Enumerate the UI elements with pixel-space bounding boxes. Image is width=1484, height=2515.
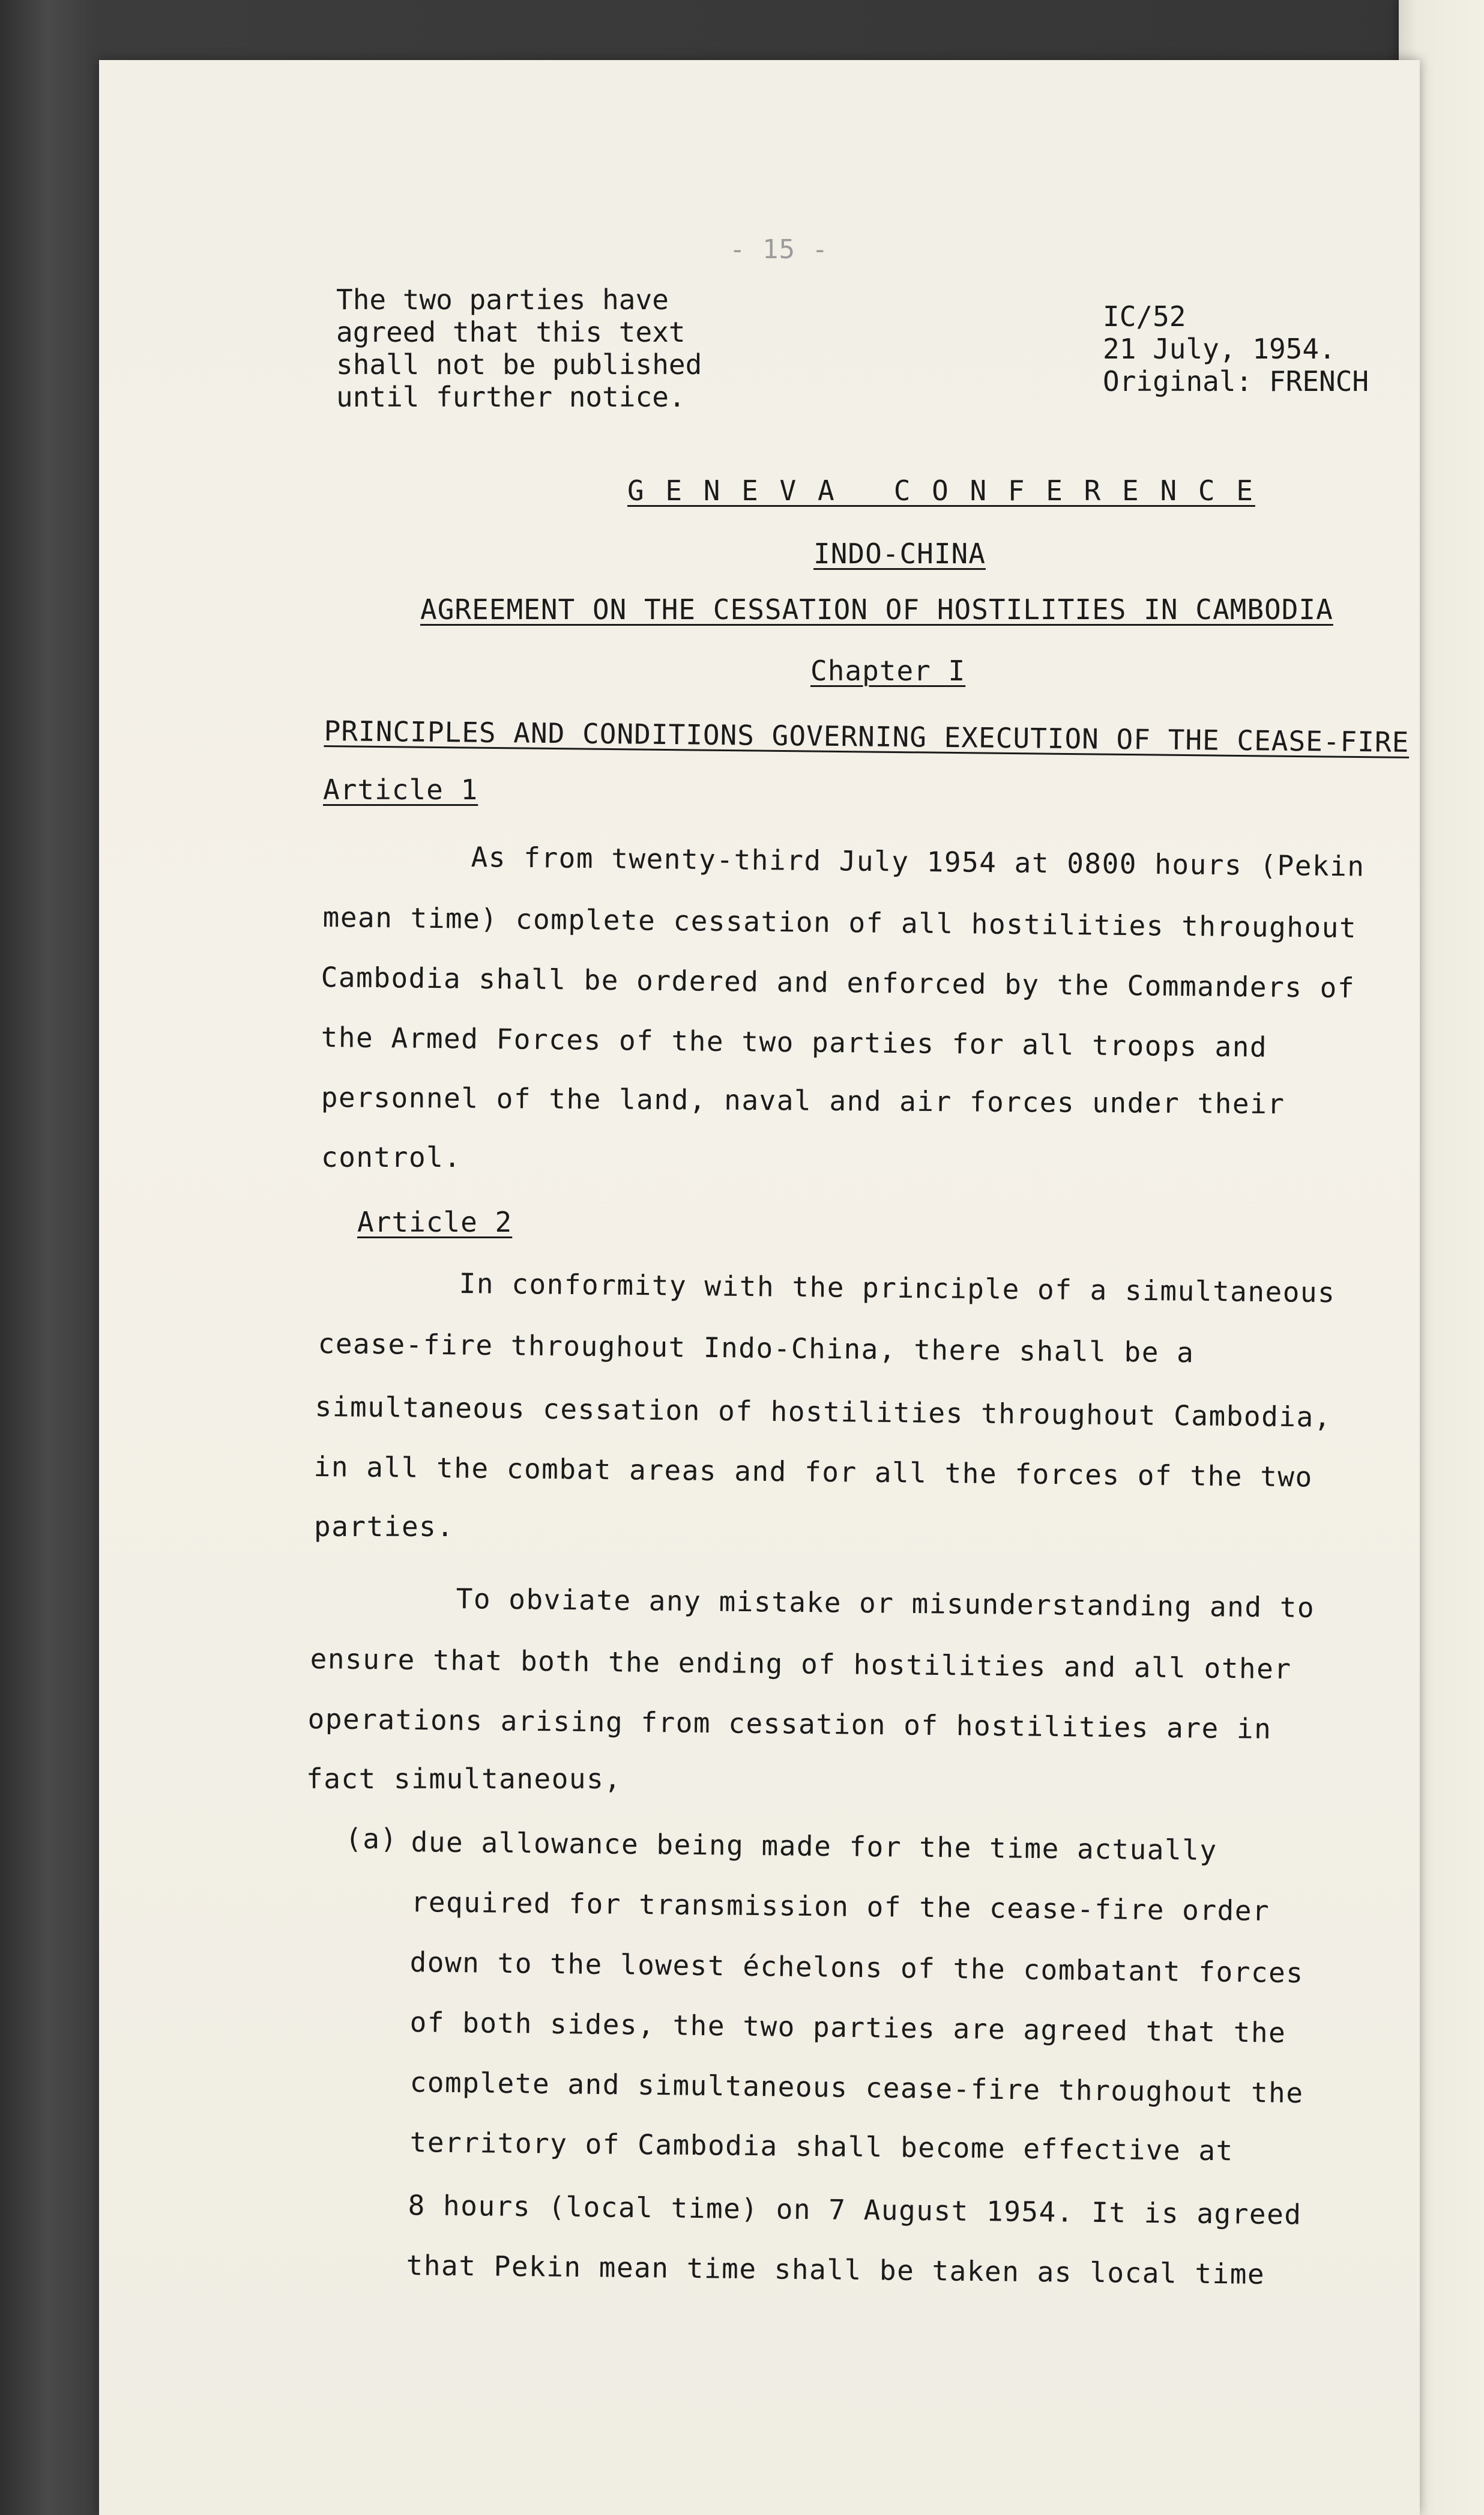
article-1-line: the Armed Forces of the two parties for all troops and [321,1021,1268,1064]
subject-heading: INDO-CHINA [813,537,986,570]
restriction-note-line: shall not be published [336,348,702,381]
restriction-note-line: agreed that this text [336,316,686,348]
item-a-line: required for transmission of the cease-fire order [411,1886,1270,1927]
article-2-line: simultaneous cessation of hostilities throughout Cambodia, [315,1390,1332,1433]
agreement-title: AGREEMENT ON THE CESSATION OF HOSTILITIES IN CAMBODIA [420,593,1333,626]
conference-heading: G E N E V A C O N F E R E N C E [627,474,1255,507]
article-2-line: To obviate any mistake or misunderstanding and to [456,1582,1315,1624]
bleed-through-text [711,300,952,324]
article-1-line: control. [321,1141,462,1173]
article-2-line: fact simultaneous, [306,1763,622,1795]
article-1-line: Cambodia shall be ordered and enforced by the Commanders of [321,961,1356,1005]
restriction-note [336,283,702,413]
article-2-line: In conformity with the principle of a simultaneous [459,1267,1336,1309]
page-number: - 15 - [729,234,828,265]
article-2-line: operations arising from cessation of hostilities are in [307,1702,1272,1745]
document-page [99,60,1420,2515]
article-2-line: ensure that both the ending of hostilities and all other [310,1642,1292,1686]
item-a-line: 8 hours (local time) on 7 August 1954. It is agreed [408,2189,1302,2231]
item-a-label: (a) [345,1823,398,1855]
article-2-heading: Article 2 [357,1206,513,1238]
chapter-title: PRINCIPLES AND CONDITIONS GOVERNING EXECUTION OF THE CEASE-FIRE [324,715,1410,758]
chapter-heading: Chapter I [810,655,966,687]
article-1-heading: Article 1 [323,773,478,806]
document-code: IC/52 [1103,300,1186,333]
restriction-note-line: The two parties have [336,283,669,316]
document-date: 21 July, 1954. [1103,333,1336,365]
item-a-line: territory of Cambodia shall become effective at [409,2126,1234,2167]
original-language: Original: FRENCH [1103,365,1369,398]
item-a-line: of both sides, the two parties are agreed that the [409,2006,1286,2049]
item-a-line: that Pekin mean time shall be taken as local time [406,2249,1265,2290]
article-2-line: parties. [314,1510,454,1543]
item-a-line: due allowance being made for the time actually [411,1826,1217,1867]
item-a-line: down to the lowest échelons of the combatant forces [409,1946,1304,1990]
article-2-line: cease-fire throughout Indo-China, there shall be a [318,1327,1195,1369]
item-a-line: complete and simultaneous cease-fire throughout the [409,2066,1304,2110]
article-1-line: mean time) complete cessation of all hostilities throughout [322,901,1357,945]
article-1-line: As from twenty-third July 1954 at 0800 hours (Pekin [471,841,1365,883]
restriction-note-line: until further notice. [336,381,686,413]
article-1-line: personnel of the land, naval and air forces under their [321,1081,1285,1121]
reference-block [1103,300,1369,398]
article-2-line: in all the combat areas and for all the forces of the two [313,1450,1313,1494]
